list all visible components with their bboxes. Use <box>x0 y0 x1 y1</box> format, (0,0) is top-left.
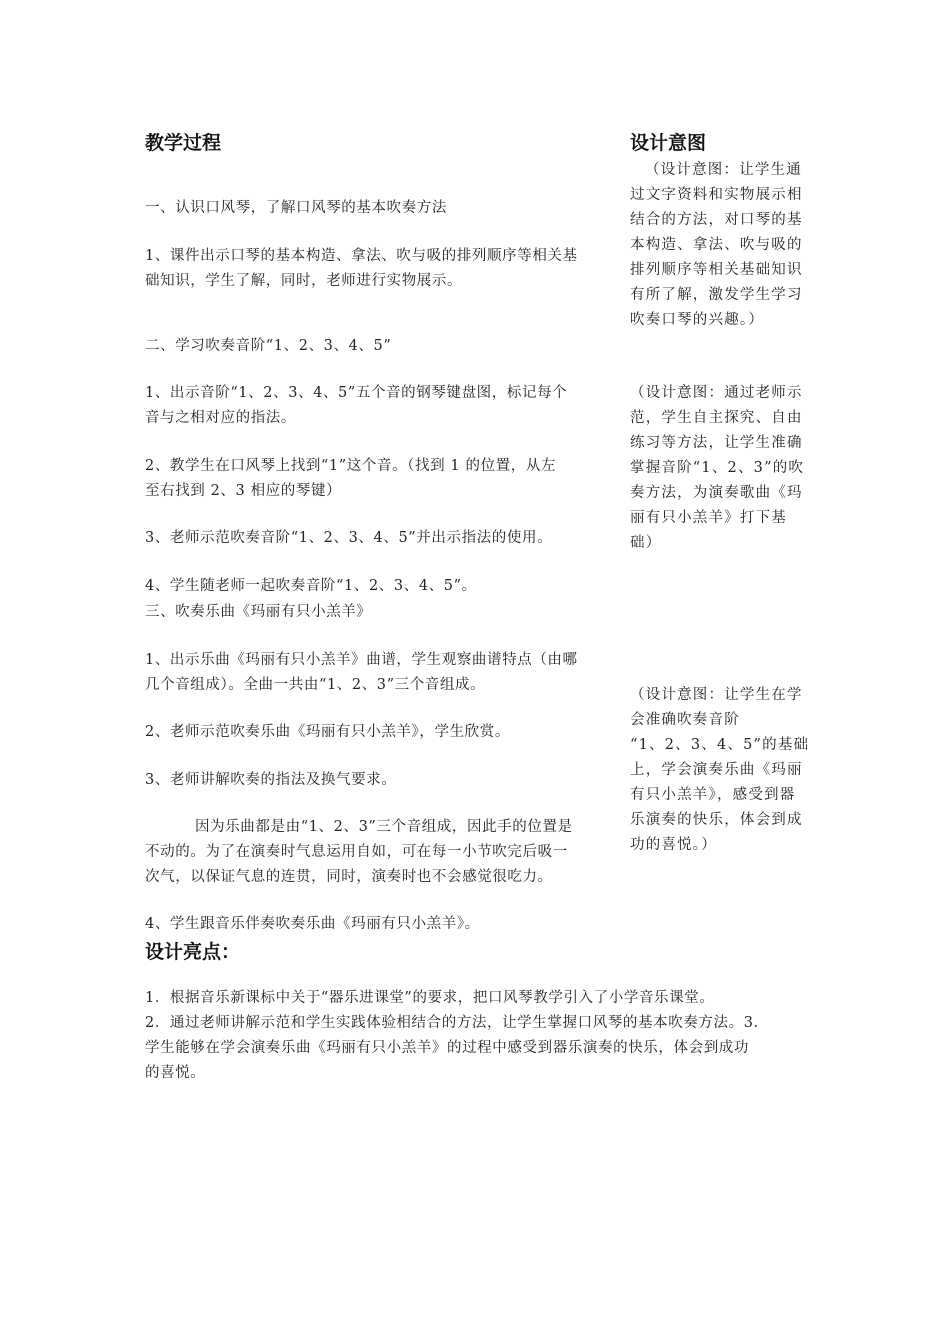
section-2-item-2-line-2: 至右找到 2、3 相应的琴键） <box>145 483 342 499</box>
section-2-item-2-line-1: 2、教学生在口风琴上找到“1”这个音。（找到 1 的位置，从左 <box>145 458 557 474</box>
intent-2-line-3: 练习等方法，让学生准确 <box>630 435 803 451</box>
section-3-paragraph-line-1: 因为乐曲都是由“1、2、3”三个音组成，因此手的位置是 <box>195 819 573 835</box>
intent-1-line-7: 吹奏口琴的兴趣。） <box>630 312 765 328</box>
intent-3-line-1: （设计意图：让学生在学 <box>630 687 803 703</box>
intent-3-line-7: 功的喜悦。） <box>630 837 717 853</box>
intent-3-line-2: 会准确吹奏音阶 <box>630 712 740 728</box>
intent-2-line-7: 础） <box>630 535 662 551</box>
intent-3-line-5: 有只小羔羊》，感受到器 <box>630 787 796 803</box>
intent-1-line-4: 本构造、拿法、吹与吸的 <box>630 237 803 253</box>
section-2-item-1-line-2: 音与之相对应的指法。 <box>145 410 296 426</box>
intent-2-line-5: 奏方法，为演奏歌曲《玛 <box>630 485 803 501</box>
header-design-highlights: 设计亮点： <box>145 941 241 963</box>
section-3-paragraph-line-2: 不动的。为了在演奏时气息运用自如，可在每一小节吹完后吸一 <box>145 844 568 860</box>
highlight-item-1: 1．根据音乐新课标中关于“器乐进课堂”的要求，把口风琴教学引入了小学音乐课堂。 <box>145 990 715 1006</box>
intent-1-line-2: 过文字资料和实物展示相 <box>630 187 803 203</box>
section-1-item-1-line-2: 础知识，学生了解，同时，老师进行实物展示。 <box>145 273 463 289</box>
section-2-item-1-line-1: 1、出示音阶“1、2、3、4、5”五个音的钢琴键盘图，标记每个 <box>145 385 568 401</box>
section-2-item-4: 4、学生随老师一起吹奏音阶“1、2、3、4、5”。 <box>145 578 477 594</box>
intent-2-line-2: 范，学生自主探究、自由 <box>630 410 803 426</box>
section-3-title: 三、吹奏乐曲《玛丽有只小羔羊》 <box>145 604 372 620</box>
highlight-item-2-line-1: 2．通过老师讲解示范和学生实践体验相结合的方法，让学生掌握口风琴的基本吹奏方法。3. <box>145 1015 759 1031</box>
highlight-item-2-line-2: 学生能够在学会演奏乐曲《玛丽有只小羔羊》的过程中感受到器乐演奏的快乐，体会到成功 <box>145 1040 749 1056</box>
intent-1-line-5: 排列顺序等相关基础知识 <box>630 262 803 278</box>
section-3-paragraph-line-3: 次气，以保证气息的连贯，同时，演奏时也不会感觉很吃力。 <box>145 869 553 885</box>
section-3-item-4: 4、学生跟音乐伴奏吹奏乐曲《玛丽有只小羔羊》。 <box>145 916 480 932</box>
intent-1-line-1: （设计意图：让学生通 <box>645 162 802 178</box>
intent-3-line-6: 乐演奏的快乐，体会到成 <box>630 812 803 828</box>
intent-3-line-3: “1、2、3、4、5”的基础 <box>630 737 810 753</box>
section-3-item-1-line-2: 几个音组成）。全曲一共由“1、2、3”三个音组成。 <box>145 677 486 693</box>
section-1-item-1-line-1: 1、课件出示口琴的基本构造、拿法、吹与吸的排列顺序等相关基 <box>145 248 578 264</box>
intent-2-line-6: 丽有只小羔羊》打下基 <box>630 510 787 526</box>
section-3-item-3: 3、老师讲解吹奏的指法及换气要求。 <box>145 772 397 788</box>
section-3-item-2: 2、老师示范吹奏乐曲《玛丽有只小羔羊》，学生欣赏。 <box>145 724 510 740</box>
header-design-intent: 设计意图 <box>630 132 707 154</box>
section-2-item-3: 3、老师示范吹奏音阶“1、2、3、4、5”并出示指法的使用。 <box>145 530 553 546</box>
section-1-title: 一、认识口风琴，了解口风琴的基本吹奏方法 <box>145 200 447 216</box>
section-2-title: 二、学习吹奏音阶“1、2、3、4、5” <box>145 338 392 354</box>
intent-3-line-4: 上，学会演奏乐曲《玛丽 <box>630 762 803 778</box>
intent-2-line-1: （设计意图：通过老师示 <box>630 385 803 401</box>
intent-1-line-3: 结合的方法，对口琴的基 <box>630 212 803 228</box>
intent-2-line-4: 掌握音阶“1、2、3”的吹 <box>630 460 805 476</box>
intent-1-line-6: 有所了解，激发学生学习 <box>630 287 803 303</box>
highlight-item-2-line-3: 的喜悦。 <box>145 1065 206 1081</box>
section-3-item-1-line-1: 1、出示乐曲《玛丽有只小羔羊》曲谱，学生观察曲谱特点（由哪 <box>145 652 578 668</box>
header-teaching-process: 教学过程 <box>145 132 222 154</box>
